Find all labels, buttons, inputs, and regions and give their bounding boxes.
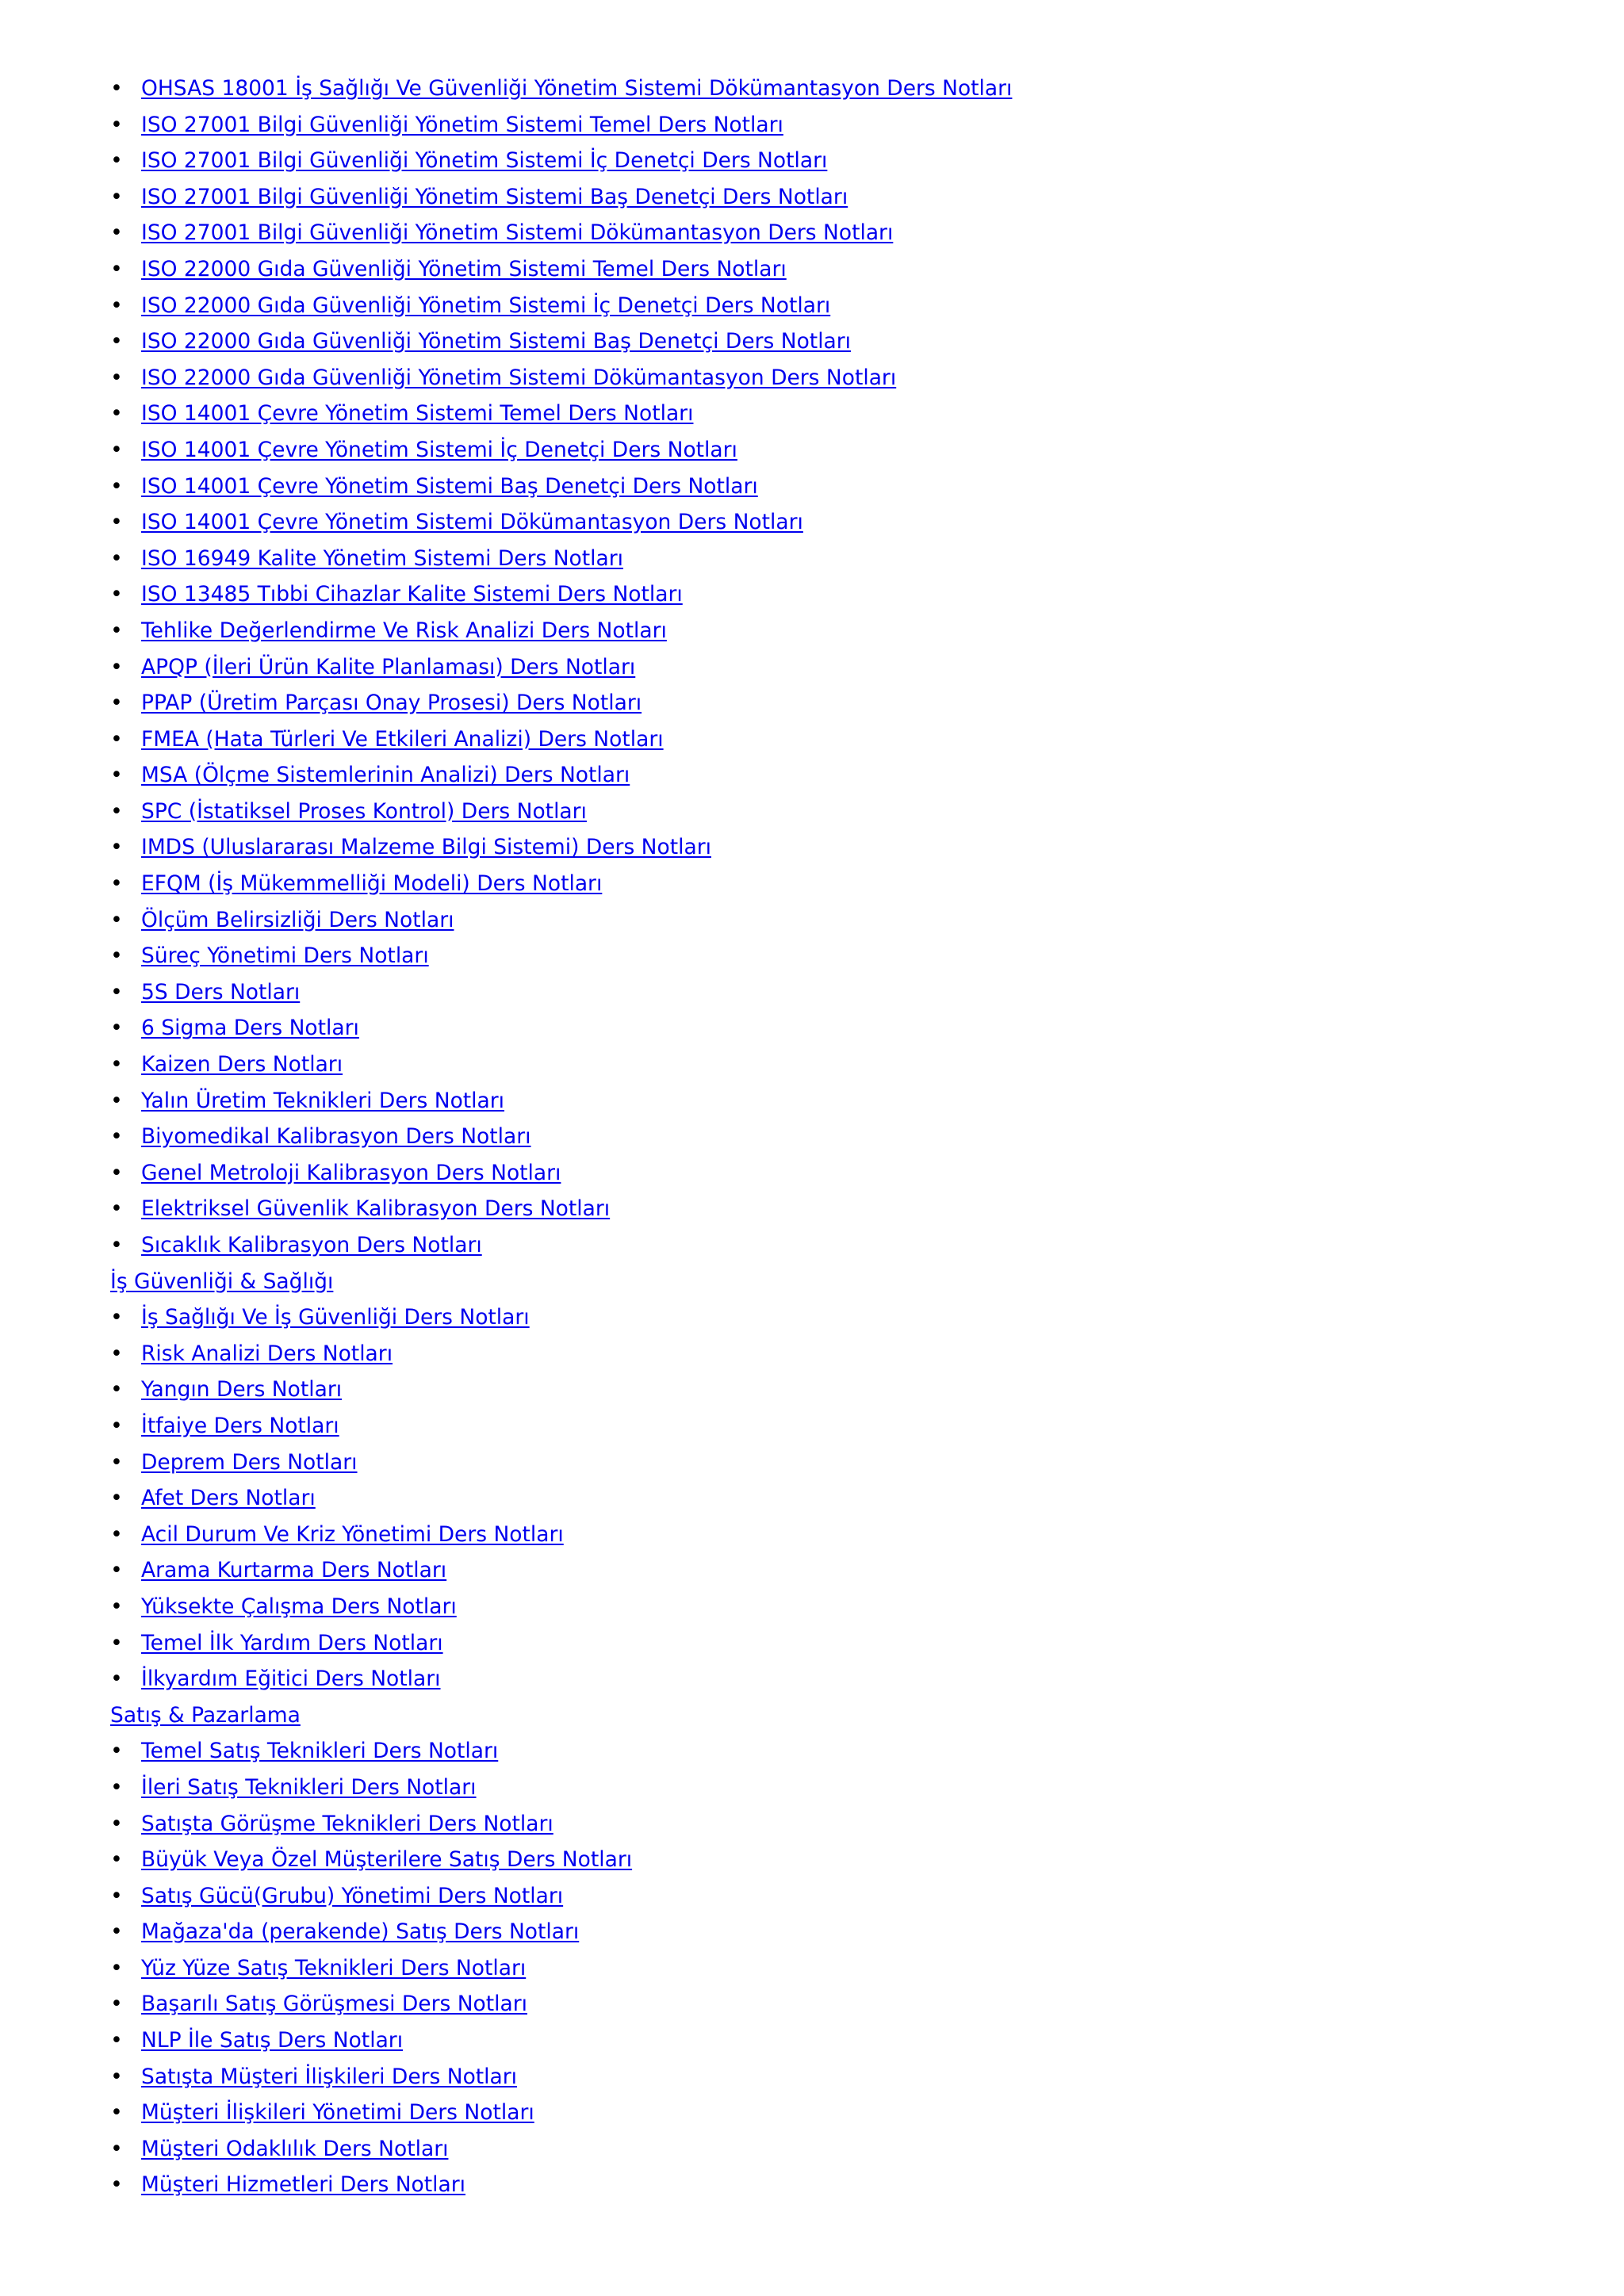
course-notes-link[interactable]: İleri Satış Teknikleri Ders Notları: [141, 1774, 477, 1800]
course-notes-link[interactable]: ISO 14001 Çevre Yönetim Sistemi İç Denetçi Ders Notları: [141, 437, 737, 462]
bullet-icon: •: [110, 1558, 123, 1583]
course-notes-link[interactable]: Arama Kurtarma Ders Notları: [141, 1558, 447, 1583]
course-notes-link[interactable]: Biyomedikal Kalibrasyon Ders Notları: [141, 1124, 531, 1150]
course-notes-link[interactable]: OHSAS 18001 İş Sağlığı Ve Güvenliği Yönetim Sistemi Dökümantasyon Ders Notları: [141, 76, 1013, 101]
bullet-icon: •: [110, 1088, 123, 1113]
course-notes-link[interactable]: İş Sağlığı Ve İş Güvenliği Ders Notları: [141, 1305, 530, 1330]
course-notes-link[interactable]: Mağaza'da (perakende) Satış Ders Notları: [141, 1919, 580, 1945]
list-item: [110, 1914, 1585, 1950]
course-notes-link[interactable]: IMDS (Uluslararası Malzeme Bilgi Sistemi) Ders Notları: [141, 835, 711, 860]
course-notes-link[interactable]: Sıcaklık Kalibrasyon Ders Notları: [141, 1233, 482, 1257]
bullet-icon: •: [110, 835, 123, 860]
course-notes-link[interactable]: Yalın Üretim Teknikleri Ders Notları: [141, 1088, 505, 1113]
bullet-icon: •: [110, 1630, 123, 1655]
bullet-icon: •: [110, 1883, 123, 1908]
course-notes-link[interactable]: SPC (İstatiksel Proses Kontrol) Ders Notları: [141, 798, 587, 824]
course-notes-link[interactable]: İlkyardım Eğitici Ders Notları: [141, 1667, 441, 1692]
list-item: [110, 1299, 1585, 1336]
list-item: [110, 469, 1585, 505]
bullet-icon: •: [110, 1847, 123, 1873]
bullet-icon: •: [110, 2172, 123, 2198]
bullet-icon: •: [110, 1413, 123, 1438]
list-item: [110, 1047, 1585, 1083]
course-notes-link[interactable]: Satışta Müşteri İlişkileri Ders Notları: [141, 2064, 518, 2089]
list-item: [110, 1552, 1585, 1589]
document-body: [110, 71, 1585, 2203]
course-notes-link[interactable]: 6 Sigma Ders Notları: [141, 1016, 359, 1041]
list-item: [110, 2131, 1585, 2168]
bullet-icon: •: [110, 1124, 123, 1150]
bullet-icon: •: [110, 256, 123, 281]
list-item: [110, 866, 1585, 902]
course-notes-link[interactable]: 5S Ders Notları: [141, 979, 301, 1004]
section-link-is-guvenligi-sagligi[interactable]: İş Güvenliği & Sağlığı: [110, 1269, 334, 1294]
bullet-icon: •: [110, 2100, 123, 2126]
list-item: [110, 1119, 1585, 1155]
bullet-icon: •: [110, 1160, 123, 1185]
course-notes-link[interactable]: Acil Durum Ve Kriz Yönetimi Ders Notları: [141, 1521, 564, 1547]
list-item: [110, 504, 1585, 541]
list-item: [110, 143, 1585, 179]
list-item: [110, 576, 1585, 613]
course-notes-link[interactable]: Risk Analizi Ders Notları: [141, 1341, 393, 1366]
course-notes-link[interactable]: PPAP (Üretim Parçası Onay Prosesi) Ders Notları: [141, 691, 642, 716]
course-notes-link[interactable]: Müşteri İlişkileri Yönetimi Ders Notları: [141, 2100, 534, 2126]
bullet-icon: •: [110, 1594, 123, 1619]
course-notes-link[interactable]: Müşteri Odaklılık Ders Notları: [141, 2136, 449, 2161]
bullet-icon: •: [110, 582, 123, 607]
bullet-icon: •: [110, 220, 123, 246]
list-item: [110, 360, 1585, 396]
course-notes-link[interactable]: Satış Gücü(Grubu) Yönetimi Ders Notları: [141, 1883, 564, 1908]
list-item: [110, 829, 1585, 866]
bullet-icon: •: [110, 365, 123, 390]
bullet-icon: •: [110, 1341, 123, 1366]
bullet-icon: •: [110, 1052, 123, 1077]
list-item: [110, 1950, 1585, 1987]
course-notes-link[interactable]: Yüksekte Çalışma Ders Notları: [141, 1594, 457, 1619]
list-item: [110, 179, 1585, 216]
list-item: [110, 2022, 1585, 2059]
link-list: [110, 1299, 1585, 1697]
list-item: [110, 1517, 1585, 1553]
course-notes-link[interactable]: Tehlike Değerlendirme Ve Risk Analizi Ders Notları: [141, 618, 667, 643]
bullet-icon: •: [110, 76, 123, 101]
bullet-icon: •: [110, 1449, 123, 1475]
bullet-icon: •: [110, 473, 123, 499]
list-item: [110, 1227, 1585, 1264]
bullet-icon: •: [110, 2028, 123, 2053]
course-notes-link[interactable]: ISO 27001 Bilgi Güvenliği Yönetim Sistemi Temel Ders Notları: [141, 112, 783, 137]
list-item: [110, 1661, 1585, 1697]
course-notes-link[interactable]: ISO 22000 Gıda Güvenliği Yönetim Sistemi İç Denetçi Ders Notları: [141, 293, 831, 318]
bullet-icon: •: [110, 148, 123, 174]
list-item: [110, 432, 1585, 469]
bullet-icon: •: [110, 871, 123, 897]
bullet-icon: •: [110, 437, 123, 462]
course-notes-link[interactable]: ISO 22000 Gıda Güvenliği Yönetim Sistemi Dökümantasyon Ders Notları: [141, 365, 897, 390]
course-notes-link[interactable]: ISO 14001 Çevre Yönetim Sistemi Baş Denetçi Ders Notları: [141, 473, 758, 499]
bullet-icon: •: [110, 2136, 123, 2161]
bullet-icon: •: [110, 1233, 123, 1257]
bullet-icon: •: [110, 907, 123, 932]
course-notes-link[interactable]: ISO 16949 Kalite Yönetim Sistemi Ders Notları: [141, 545, 624, 571]
list-item: [110, 1408, 1585, 1445]
list-item: [110, 1770, 1585, 1806]
list-item: [110, 685, 1585, 721]
list-item: [110, 288, 1585, 324]
list-item: [110, 1625, 1585, 1662]
course-notes-link[interactable]: ISO 14001 Çevre Yönetim Sistemi Dökümantasyon Ders Notları: [141, 510, 803, 535]
bullet-icon: •: [110, 1196, 123, 1222]
course-notes-link[interactable]: ISO 27001 Bilgi Güvenliği Yönetim Sistemi Dökümantasyon Ders Notları: [141, 220, 894, 246]
section-link-satis-pazarlama[interactable]: Satış & Pazarlama: [110, 1702, 301, 1728]
course-notes-link[interactable]: Genel Metroloji Kalibrasyon Ders Notları: [141, 1160, 561, 1185]
course-notes-link[interactable]: ISO 27001 Bilgi Güvenliği Yönetim Sistemi İç Denetçi Ders Notları: [141, 148, 828, 174]
bullet-icon: •: [110, 2064, 123, 2089]
bullet-icon: •: [110, 510, 123, 535]
course-notes-link[interactable]: ISO 22000 Gıda Güvenliği Yönetim Sistemi Temel Ders Notları: [141, 256, 787, 281]
bullet-icon: •: [110, 293, 123, 318]
list-item: [110, 2167, 1585, 2203]
course-notes-link[interactable]: FMEA (Hata Türleri Ve Etkileri Analizi) Ders Notları: [141, 726, 664, 752]
bullet-icon: •: [110, 112, 123, 137]
course-notes-link[interactable]: ISO 14001 Çevre Yönetim Sistemi Temel Ders Notları: [141, 401, 694, 427]
bullet-icon: •: [110, 618, 123, 643]
course-notes-link[interactable]: Ölçüm Belirsizliği Ders Notları: [141, 907, 454, 932]
list-item: [110, 396, 1585, 432]
bullet-icon: •: [110, 1955, 123, 1980]
list-item: [110, 1083, 1585, 1119]
list-item: [110, 1010, 1585, 1047]
list-item: [110, 1806, 1585, 1843]
course-notes-link[interactable]: Süreç Yönetimi Ders Notları: [141, 943, 429, 969]
course-notes-link[interactable]: Kaizen Ders Notları: [141, 1052, 343, 1077]
list-item: [110, 2095, 1585, 2131]
list-item: [110, 1372, 1585, 1408]
list-item: [110, 541, 1585, 577]
list-item: [110, 794, 1585, 830]
list-item: [110, 613, 1585, 649]
course-notes-link[interactable]: EFQM (İş Mükemmelliği Modeli) Ders Notları: [141, 871, 603, 897]
bullet-icon: •: [110, 1305, 123, 1330]
bullet-icon: •: [110, 726, 123, 752]
link-list: [110, 1733, 1585, 2203]
bullet-icon: •: [110, 1667, 123, 1692]
course-notes-link[interactable]: MSA (Ölçme Sistemlerinin Analizi) Ders Notları: [141, 763, 630, 788]
list-item: [110, 1878, 1585, 1915]
list-item: [110, 721, 1585, 758]
bullet-icon: •: [110, 184, 123, 209]
bullet-icon: •: [110, 691, 123, 716]
course-notes-link[interactable]: Elektriksel Güvenlik Kalibrasyon Ders Notları: [141, 1196, 611, 1222]
course-notes-link[interactable]: Başarılı Satış Görüşmesi Ders Notları: [141, 1992, 527, 2017]
list-item: [110, 1191, 1585, 1227]
bullet-icon: •: [110, 1919, 123, 1945]
list-item: [110, 1589, 1585, 1625]
course-notes-link[interactable]: İtfaiye Ders Notları: [141, 1413, 339, 1438]
course-notes-link[interactable]: ISO 13485 Tıbbi Cihazlar Kalite Sistemi Ders Notları: [141, 582, 683, 607]
course-notes-link[interactable]: ISO 22000 Gıda Güvenliği Yönetim Sistemi Baş Denetçi Ders Notları: [141, 329, 852, 354]
bullet-icon: •: [110, 401, 123, 427]
course-notes-link[interactable]: Yangın Ders Notları: [141, 1377, 343, 1402]
bullet-icon: •: [110, 1377, 123, 1402]
bullet-icon: •: [110, 1486, 123, 1511]
list-item: [110, 1336, 1585, 1372]
list-item: [110, 1155, 1585, 1192]
bullet-icon: •: [110, 654, 123, 679]
link-list: [110, 71, 1585, 1264]
bullet-icon: •: [110, 329, 123, 354]
list-item: [110, 649, 1585, 686]
bullet-icon: •: [110, 763, 123, 788]
list-item: [110, 1986, 1585, 2022]
course-notes-link[interactable]: Temel Satış Teknikleri Ders Notları: [141, 1739, 499, 1764]
list-item: [110, 1480, 1585, 1517]
course-notes-link[interactable]: Afet Ders Notları: [141, 1486, 316, 1511]
course-notes-link[interactable]: Satışta Görüşme Teknikleri Ders Notları: [141, 1811, 553, 1836]
bullet-icon: •: [110, 943, 123, 969]
list-item: [110, 251, 1585, 288]
list-item: [110, 757, 1585, 794]
list-item: [110, 107, 1585, 144]
bullet-icon: •: [110, 1521, 123, 1547]
course-notes-link[interactable]: ISO 27001 Bilgi Güvenliği Yönetim Sistemi Baş Denetçi Ders Notları: [141, 184, 848, 209]
course-notes-link[interactable]: Yüz Yüze Satış Teknikleri Ders Notları: [141, 1955, 527, 1980]
bullet-icon: •: [110, 1774, 123, 1800]
bullet-icon: •: [110, 798, 123, 824]
list-item: [110, 323, 1585, 360]
course-notes-link[interactable]: Deprem Ders Notları: [141, 1449, 358, 1475]
course-notes-link[interactable]: Müşteri Hizmetleri Ders Notları: [141, 2172, 466, 2198]
list-item: [110, 71, 1585, 107]
course-notes-link[interactable]: Temel İlk Yardım Ders Notları: [141, 1630, 443, 1655]
list-item: [110, 1445, 1585, 1481]
course-notes-link[interactable]: NLP İle Satış Ders Notları: [141, 2028, 404, 2053]
course-notes-link[interactable]: Büyük Veya Özel Müşterilere Satış Ders Notları: [141, 1847, 633, 1873]
list-item: [110, 1842, 1585, 1878]
bullet-icon: •: [110, 1992, 123, 2017]
bullet-icon: •: [110, 979, 123, 1004]
list-item: [110, 938, 1585, 974]
list-item: [110, 902, 1585, 939]
bullet-icon: •: [110, 1739, 123, 1764]
list-item: [110, 215, 1585, 251]
bullet-icon: •: [110, 1016, 123, 1041]
list-item: [110, 2059, 1585, 2095]
course-notes-link[interactable]: APQP (İleri Ürün Kalite Planlaması) Ders Notları: [141, 654, 636, 679]
list-item: [110, 974, 1585, 1011]
bullet-icon: •: [110, 1811, 123, 1836]
list-item: [110, 1733, 1585, 1770]
bullet-icon: •: [110, 545, 123, 571]
